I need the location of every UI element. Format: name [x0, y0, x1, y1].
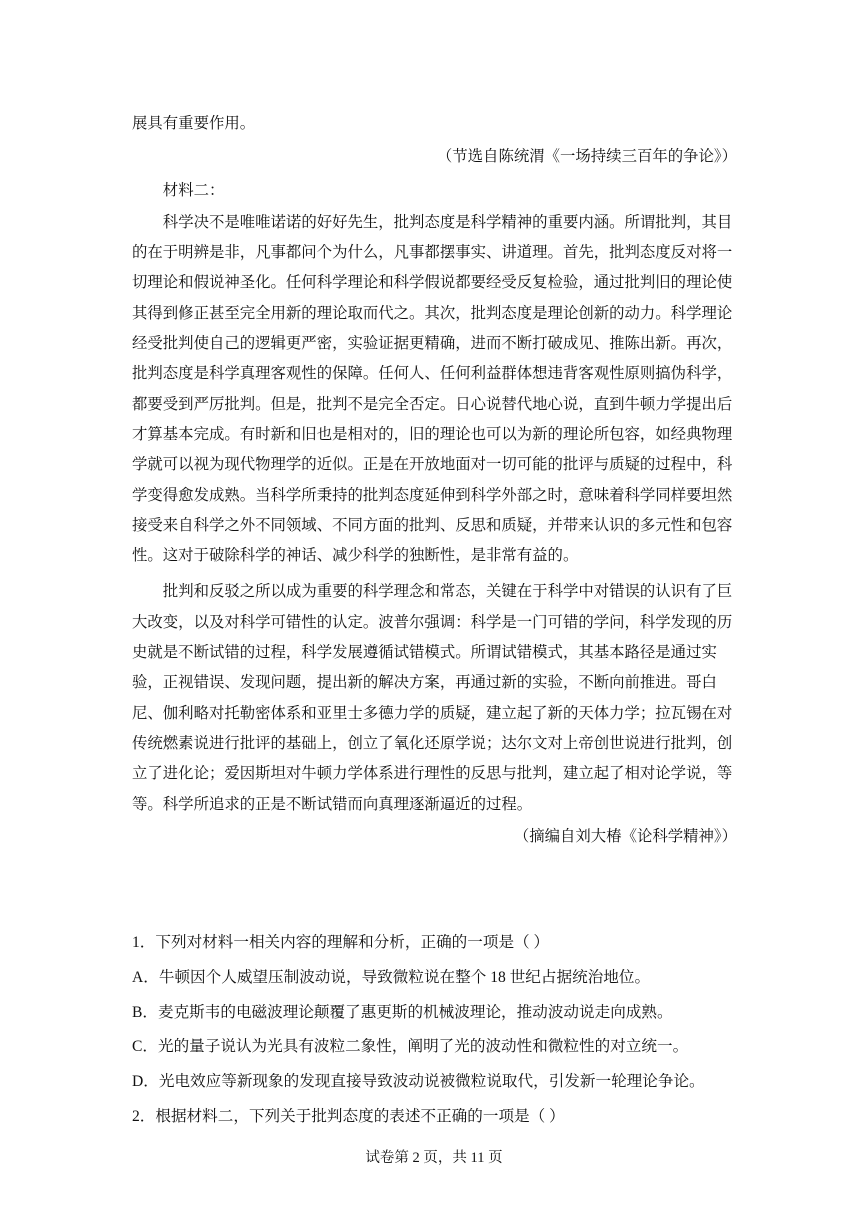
- material1-tail: 展具有重要作用。: [132, 114, 256, 132]
- question-section: [132, 926, 737, 1135]
- material2-label: 材料二：: [162, 180, 225, 199]
- material1-source: （节选自陈统渭《一场持续三百年的争论》）: [436, 147, 737, 166]
- question-1-stem: 1．下列对材料一相关内容的理解和分析，正确的一项是（ ）: [132, 934, 550, 951]
- page-footer: 试卷第 2 页，共 11 页: [365, 1150, 503, 1166]
- question-1-option-a[interactable]: A．牛顿因个人威望压制波动说，导致微粒说在整个 18 世纪占据统治地位。: [132, 968, 651, 986]
- question-1-option-b[interactable]: B．麦克斯韦的电磁波理论颠覆了惠更斯的机械波理论，推动波动说走向成熟。: [132, 1003, 673, 1021]
- material2-paragraph-1: 科学决不是唯唯诺诺的好好先生，批判态度是科学精神的重要内涵。所谓批判，其目的在于明辨是非，凡事都问个为什么，凡事都摆事实、讲道理。首先，批判态度反对将一切理论和假说神圣化。任何科学理论和科学假说都要经受反复检验，通过批判旧的理论使其得到修正甚至完全用新的理论取而代之。其次，批判态度是理论创新的动力。科学理论经受批判使自己的逻辑更严密，实验证据更精确，进而不断打破成见、推陈出新。再次，批判态度是科学真理客观性的保障。任何人、任何利益群体想违背客观性原则搞伪科学，都要受到严厉批判。但是，批判不是完全否定。日心说替代地心说，直到牛顿力学提出后才算基本完成。有时新和旧也是相对的，旧的理论也可以为新的理论所包容，如经典物理学就可以视为现代物理学的近似。正是在开放地面对一切可能的批评与质疑的过程中，科学变得愈发成熟。当科学所秉持的批判态度延伸到科学外部之时，意味着科学同样要坦然接受来自科学之外不同领域、不同方面的批判、反思和质疑，并带来认识的多元性和包容性。这对于破除科学的神话、减少科学的独断性，是非常有益的。: [132, 212, 733, 565]
- question-1-option-d[interactable]: D．光电效应等新现象的发现直接导致波动说被微粒说取代，引发新一轮理论争论。: [132, 1073, 705, 1091]
- question-2-stem: 2．根据材料二，下列关于批判态度的表述不正确的一项是（ ）: [132, 1107, 565, 1125]
- reading-passage: [132, 108, 737, 851]
- material2-paragraph-2: 批判和反驳之所以成为重要的科学理念和常态，关键在于科学中对错误的认识有了巨大改变，以及对科学可错性的认定。波普尔强调：科学是一门可错的学问，科学发现的历史就是不断试错的过程，科学发展遵循试错模式。所谓试错模式，其基本路径是通过实验，正视错误、发现问题，提出新的解决方案，再通过新的实验，不断向前推进。哥白尼、伽利略对托勒密体系和亚里士多德力学的质疑，建立起了新的天体力学；拉瓦锡在对传统燃素说进行批评的基础上，创立了氧化还原学说；达尔文对上帝创世说进行批判，创立了进化论；爱因斯坦对牛顿力学体系进行理性的反思与批判，建立起了相对论学说，等等。科学所追求的正是不断试错而向真理逐渐逼近的过程。: [132, 582, 733, 813]
- question-1-option-c[interactable]: C．光的量子说认为光具有波粒二象性，阐明了光的波动性和微粒性的对立统一。: [132, 1038, 689, 1056]
- material2-source: （摘编自刘大椿《论科学精神》）: [513, 826, 737, 845]
